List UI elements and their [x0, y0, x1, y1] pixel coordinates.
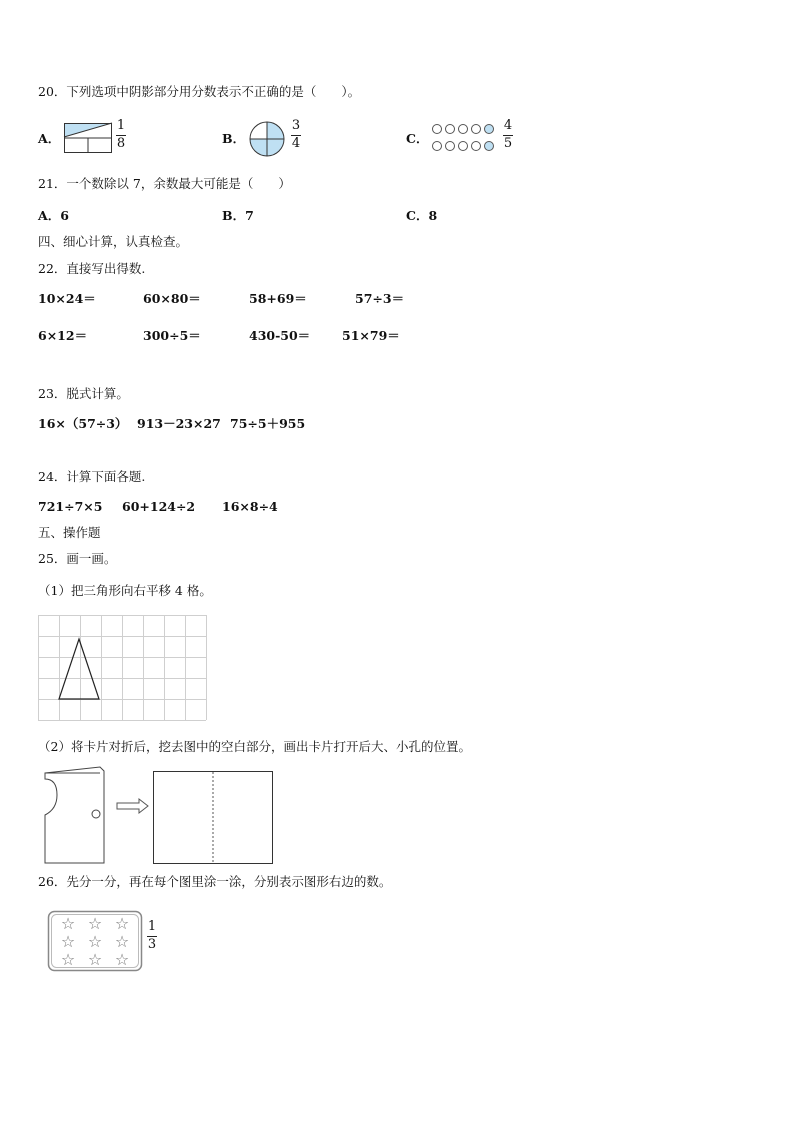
q22-item: 60×80＝ — [143, 291, 201, 306]
q24-item: 16×8÷4 — [222, 499, 278, 514]
q20-option-c-circles-figure — [432, 123, 498, 153]
fraction-numerator: 3 — [291, 118, 301, 133]
q20-option-b-fraction — [291, 119, 301, 151]
star-icon: ☆ — [60, 914, 76, 933]
q21-option-c: C．8 — [406, 208, 438, 223]
fraction-denominator: 3 — [147, 937, 157, 952]
fraction-numerator: 1 — [116, 118, 126, 133]
q20-option-c-label: C． — [406, 131, 429, 146]
fraction-denominator: 8 — [116, 136, 126, 151]
fraction-denominator: 4 — [291, 136, 301, 151]
q23-item: 16×（57÷3） — [38, 416, 128, 431]
q22-item: 51×79＝ — [342, 328, 400, 343]
q26-fraction — [147, 920, 157, 952]
q20-option-a-rectangle-figure — [64, 123, 112, 153]
q20-option-c-fraction — [503, 119, 513, 151]
q22-item: 430-50＝ — [249, 328, 311, 343]
fraction-numerator: 1 — [147, 919, 157, 934]
star-icon: ☆ — [114, 932, 130, 951]
q21-option-b: B．7 — [222, 208, 254, 223]
q22-item: 10×24＝ — [38, 291, 96, 306]
q22-stem: 22．直接写出得数. — [38, 261, 146, 276]
q24-stem: 24．计算下面各题. — [38, 469, 146, 484]
q26-stem: 26．先分一分，再在每个图里涂一涂，分别表示图形右边的数。 — [38, 874, 392, 889]
q21-stem: 21．一个数除以 7，余数最大可能是（ ） — [38, 176, 291, 191]
fraction-numerator: 4 — [503, 118, 513, 133]
q25-part1: （1）把三角形向右平移 4 格。 — [38, 583, 212, 598]
q25-folded-card-figure — [44, 765, 106, 865]
star-icon: ☆ — [87, 950, 103, 969]
star-icon: ☆ — [114, 914, 130, 933]
star-icon: ☆ — [60, 950, 76, 969]
q25-open-card-figure — [153, 771, 274, 865]
star-icon: ☆ — [114, 950, 130, 969]
q20-stem: 20．下列选项中阴影部分用分数表示不正确的是（ ）。 — [38, 84, 361, 99]
q23-item: 75÷5＋955 — [230, 416, 306, 431]
star-icon: ☆ — [87, 914, 103, 933]
q20-option-a-label: A． — [38, 131, 61, 146]
q25-part2: （2）将卡片对折后，挖去图中的空白部分，画出卡片打开后大、小孔的位置。 — [38, 739, 471, 754]
arrow-right-icon — [117, 799, 149, 813]
q22-item: 6×12＝ — [38, 328, 88, 343]
star-icon: ☆ — [87, 932, 103, 951]
q25-grid-with-triangle — [38, 615, 208, 721]
section-5-heading: 五、操作题 — [38, 525, 101, 540]
q22-item: 300÷5＝ — [143, 328, 201, 343]
q22-item: 58+69＝ — [249, 291, 307, 306]
q24-item: 60+124÷2 — [122, 499, 196, 514]
q20-option-b-circle-figure — [249, 121, 285, 157]
q22-item: 57÷3＝ — [355, 291, 405, 306]
star-icon: ☆ — [60, 932, 76, 951]
section-4-heading: 四、细心计算，认真检查。 — [38, 234, 189, 249]
q21-option-a: A．6 — [38, 208, 69, 223]
q24-item: 721÷7×5 — [38, 499, 103, 514]
q26-stars-box — [47, 910, 143, 972]
q23-item: 913－23×27 — [137, 416, 221, 431]
q23-stem: 23．脱式计算。 — [38, 386, 129, 401]
q20-option-b-label: B． — [222, 131, 246, 146]
q25-stem: 25．画一画。 — [38, 551, 117, 566]
fraction-denominator: 5 — [503, 136, 513, 151]
q20-option-a-fraction — [116, 119, 126, 151]
